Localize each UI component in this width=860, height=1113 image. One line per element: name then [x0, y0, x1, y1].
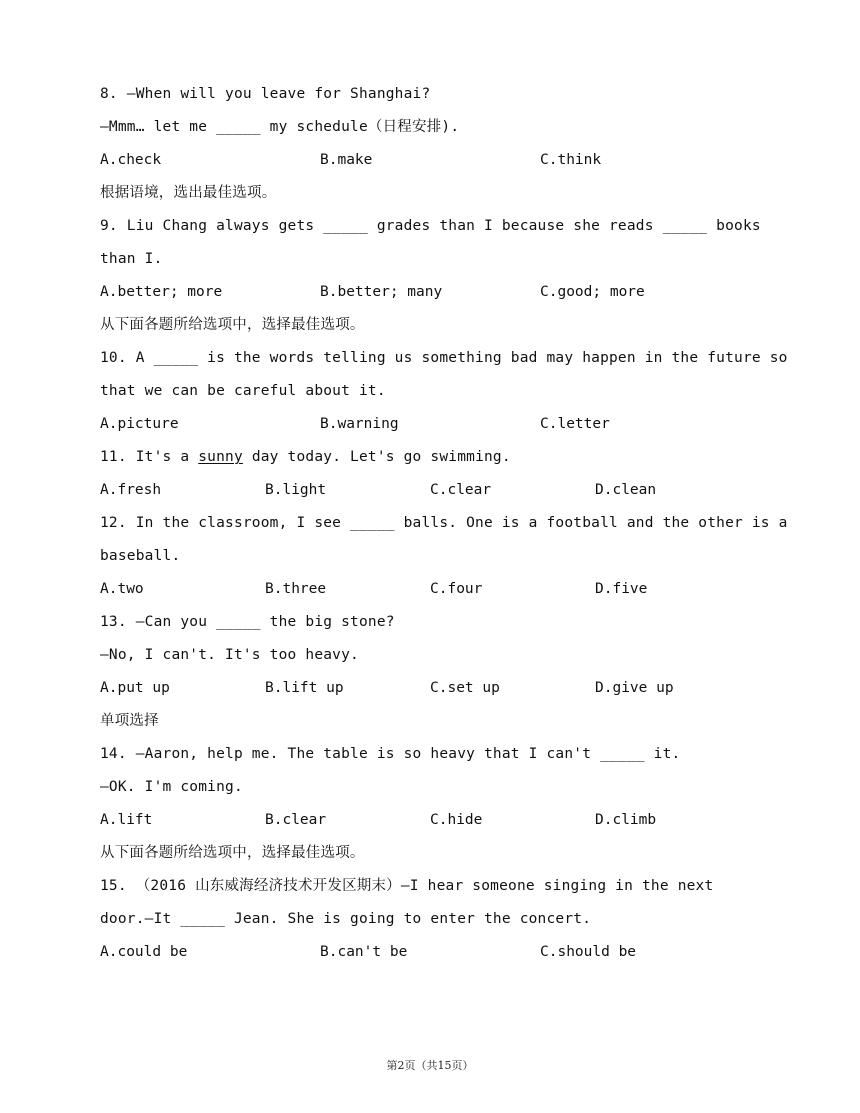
question-8-stem: 8. —When will you leave for Shanghai? — [100, 86, 431, 102]
option-c: C.four — [430, 581, 483, 597]
option-d: D.five — [595, 581, 648, 597]
question-14-reply: —OK. I'm coming. — [100, 779, 243, 795]
option-b: B.better; many — [320, 284, 443, 300]
question-8-options — [100, 144, 760, 177]
option-c: C.think — [540, 152, 602, 168]
option-c: C.letter — [540, 416, 610, 432]
section-instruction: 根据语境，选出最佳选项。 — [100, 185, 277, 201]
option-b: B.three — [265, 581, 327, 597]
question-12-stem: 12. In the classroom, I see _____ balls. One is a football and the other is a — [100, 515, 788, 531]
option-c: C.should be — [540, 944, 637, 960]
option-c: C.clear — [430, 482, 492, 498]
question-9-stem-cont: than I. — [100, 251, 163, 267]
option-a: A.put up — [100, 680, 170, 696]
option-c: C.good; more — [540, 284, 645, 300]
page-number-footer: 第2页（共15页） — [386, 1059, 474, 1072]
option-a: A.better; more — [100, 284, 223, 300]
question-9-options — [100, 276, 760, 309]
underlined-word: sunny — [198, 449, 243, 465]
option-a: A.two — [100, 581, 144, 597]
question-10-options — [100, 408, 760, 441]
option-b: B.light — [265, 482, 327, 498]
question-11-prefix: 11. It's a — [100, 449, 199, 465]
question-15-stem: 15. （2016 山东威海经济技术开发区期末）—I hear someone singing in the next — [100, 878, 714, 894]
option-a: A.lift — [100, 812, 153, 828]
option-a: A.check — [100, 152, 162, 168]
question-14-stem: 14. —Aaron, help me. The table is so heavy that I can't _____ it. — [100, 746, 681, 762]
option-c: C.hide — [430, 812, 483, 828]
option-a: A.could be — [100, 944, 188, 960]
option-c: C.set up — [430, 680, 500, 696]
option-d: D.give up — [595, 680, 674, 696]
section-instruction: 单项选择 — [100, 713, 159, 729]
question-11-stem — [100, 441, 760, 474]
option-d: D.clean — [595, 482, 657, 498]
question-11-options — [100, 474, 760, 507]
question-15-stem-cont: door.—It _____ Jean. She is going to enter the concert. — [100, 911, 592, 927]
question-10-stem-cont: that we can be careful about it. — [100, 383, 386, 399]
option-b: B.lift up — [265, 680, 344, 696]
section-instruction: 从下面各题所给选项中，选择最佳选项。 — [100, 317, 365, 333]
question-page — [100, 78, 788, 969]
question-12-stem-cont: baseball. — [100, 548, 181, 564]
question-11-suffix: day today. Let's go swimming. — [242, 449, 511, 465]
option-a: A.picture — [100, 416, 179, 432]
question-14-options — [100, 804, 760, 837]
option-d: D.climb — [595, 812, 657, 828]
question-10-stem: 10. A _____ is the words telling us something bad may happen in the future so — [100, 350, 788, 366]
question-9-stem: 9. Liu Chang always gets _____ grades than I because she reads _____ books — [100, 218, 761, 234]
option-b: B.make — [320, 152, 373, 168]
question-13-reply: —No, I can't. It's too heavy. — [100, 647, 359, 663]
option-b: B.warning — [320, 416, 399, 432]
option-b: B.clear — [265, 812, 327, 828]
question-13-stem: 13. —Can you _____ the big stone? — [100, 614, 395, 630]
question-15-options — [100, 936, 760, 969]
option-a: A.fresh — [100, 482, 162, 498]
question-13-options — [100, 672, 760, 705]
section-instruction: 从下面各题所给选项中，选择最佳选项。 — [100, 845, 365, 861]
option-b: B.can't be — [320, 944, 408, 960]
question-8-reply: —Mmm… let me _____ my schedule（日程安排). — [100, 119, 460, 135]
question-12-options — [100, 573, 760, 606]
